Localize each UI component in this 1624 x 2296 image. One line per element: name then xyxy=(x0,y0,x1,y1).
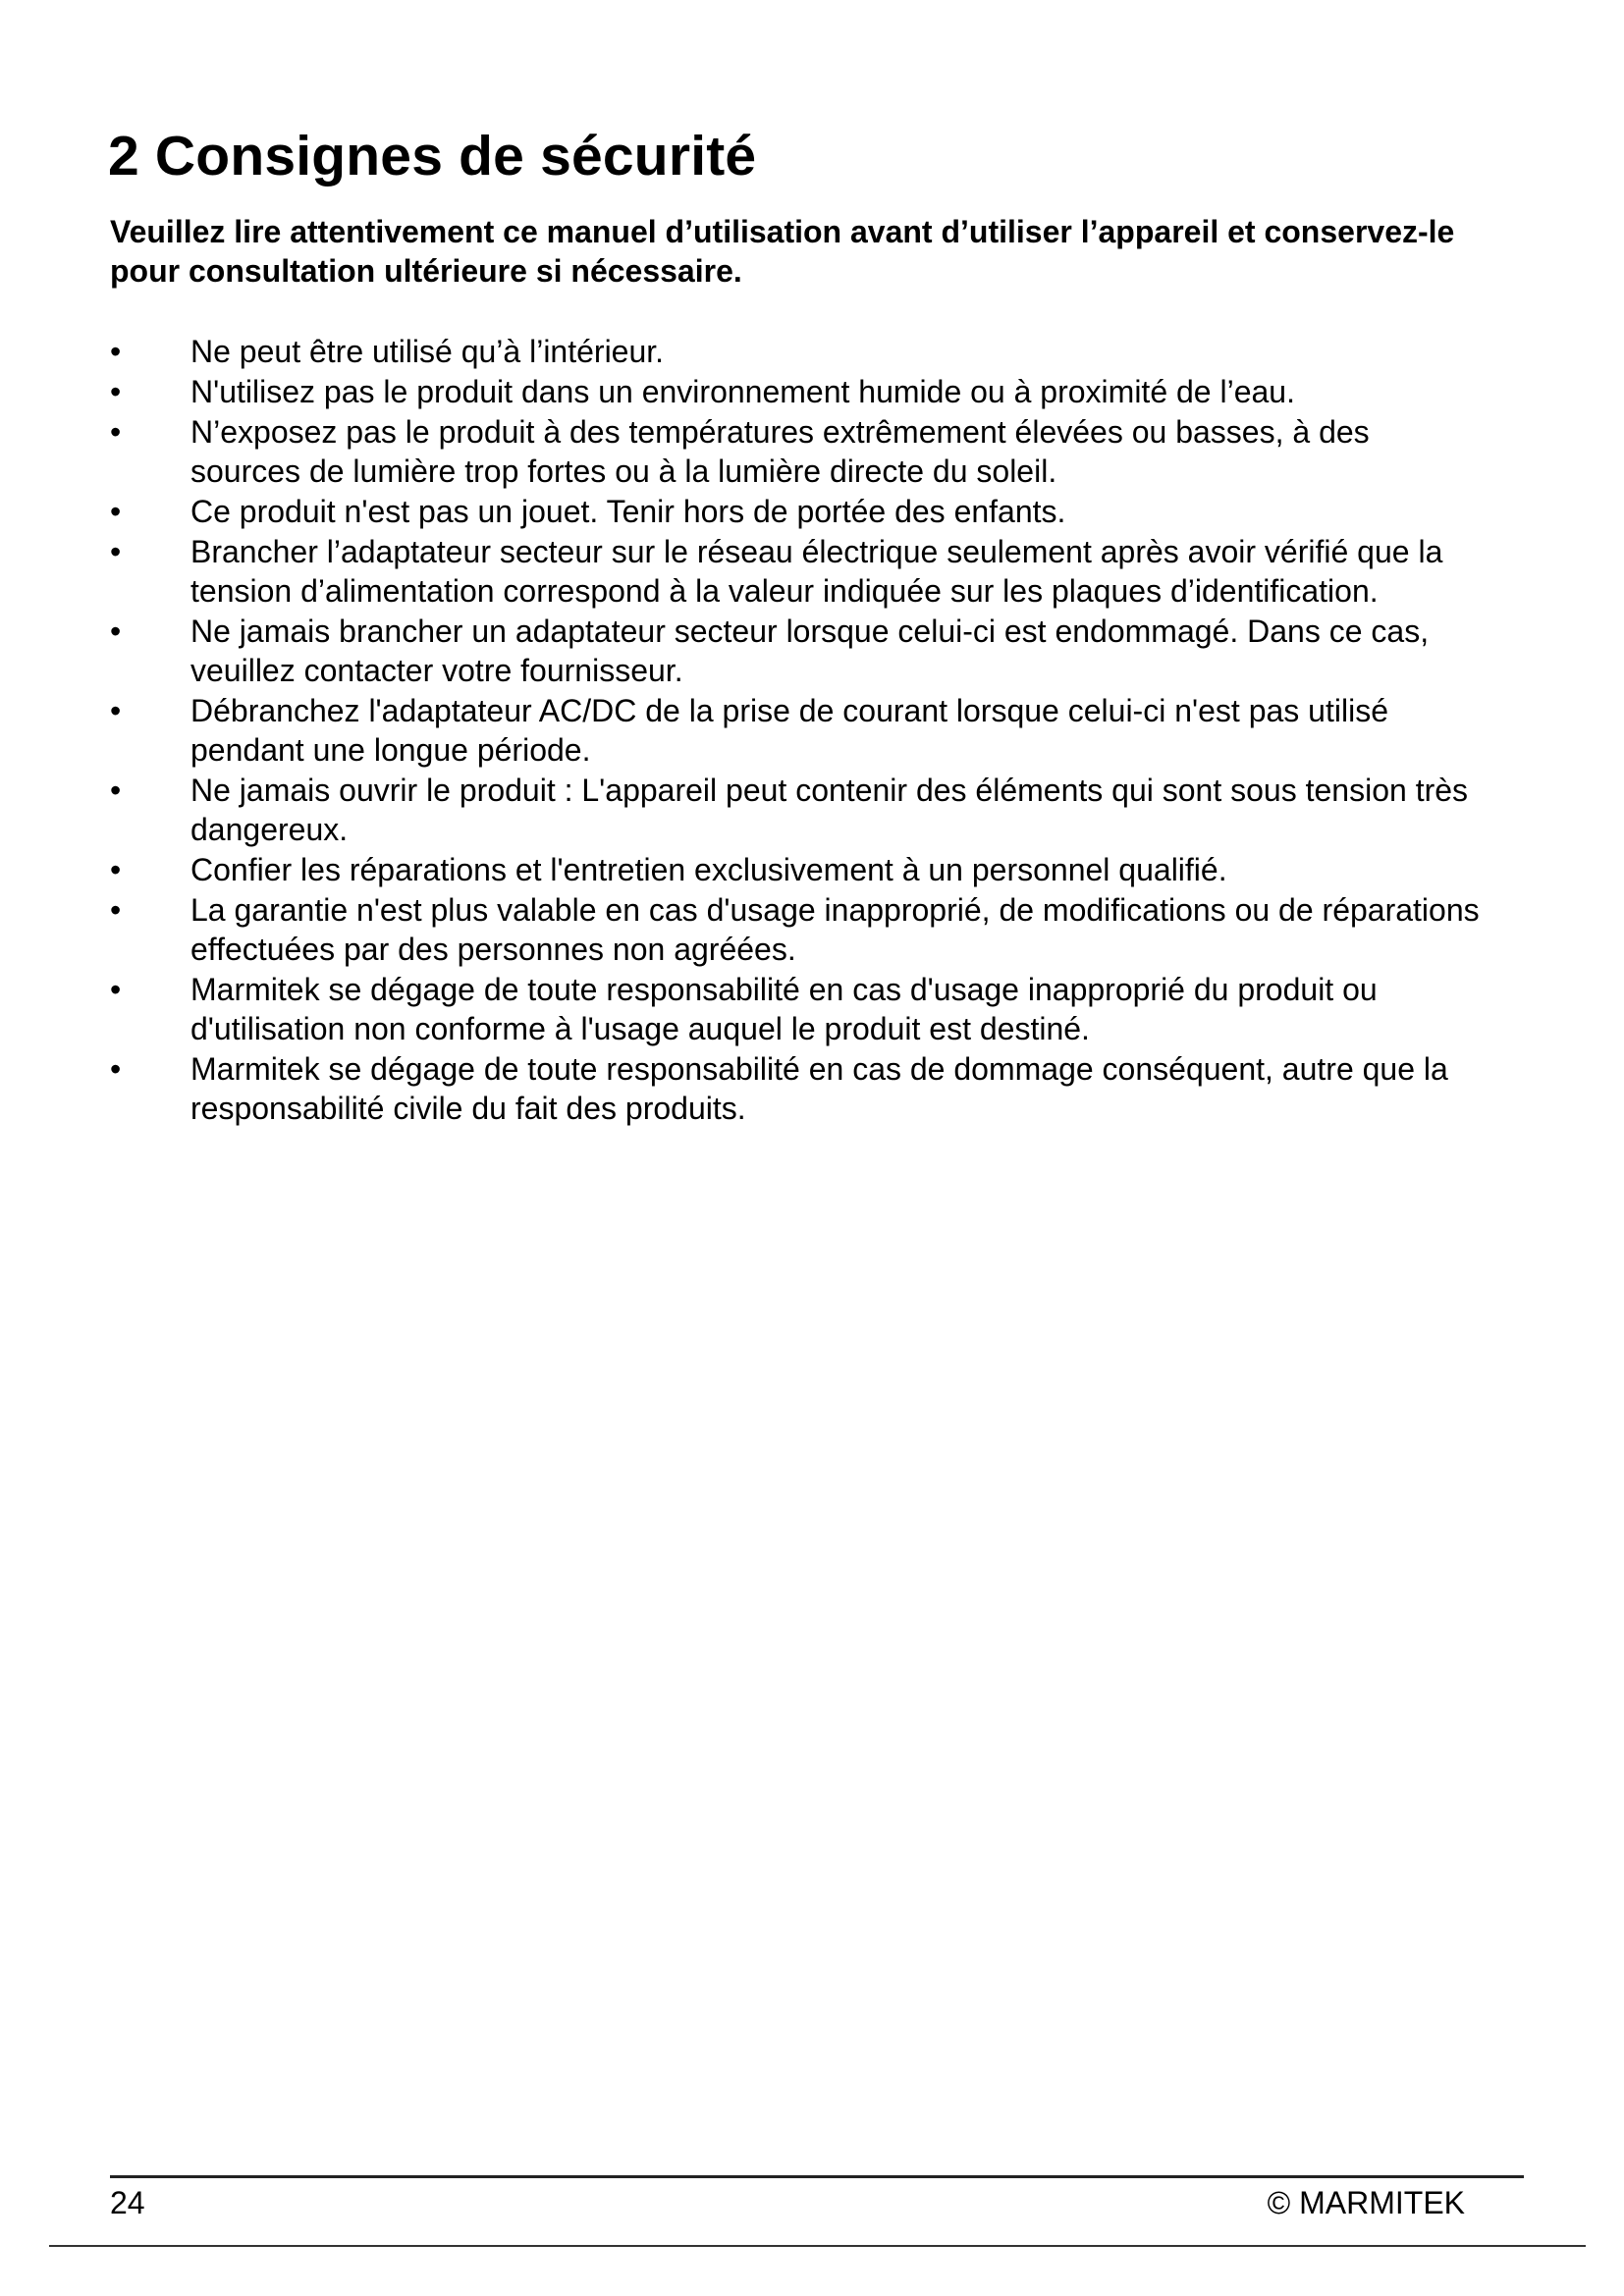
footer-page-number: 24 xyxy=(110,2185,145,2220)
bullet-icon: • xyxy=(110,614,122,649)
list-item-text: Ne jamais ouvrir le produit : L'appareil peut contenir des éléments qui sont sous tension très dangereux. xyxy=(190,773,1469,847)
bullet-icon: • xyxy=(110,534,122,569)
list-item-text: N'utilisez pas le produit dans un environnement humide ou à proximité de l’eau. xyxy=(190,374,1295,409)
list-item xyxy=(110,850,1485,889)
list-item-text: Brancher l’adaptateur secteur sur le réseau électrique seulement après avoir vérifié que la tension d’alimentation correspond à la valeur indiquée sur les plaques d’identification. xyxy=(190,534,1443,609)
bullet-icon: • xyxy=(110,334,122,369)
bullet-icon: • xyxy=(110,773,122,808)
list-item-text: La garantie n'est plus valable en cas d'usage inapproprié, de modifications ou de réparations effectuées par des personnes non agréées. xyxy=(190,892,1480,967)
list-item xyxy=(110,970,1485,1048)
list-item xyxy=(110,1049,1485,1128)
list-item xyxy=(110,890,1485,969)
list-item-text: Ne jamais brancher un adaptateur secteur lorsque celui-ci est endommagé. Dans ce cas, veuillez contacter votre fournisseur. xyxy=(190,614,1430,688)
list-item xyxy=(110,771,1485,849)
intro-text: Veuillez lire attentivement ce manuel d’utilisation avant d’utiliser l’appareil et conservez-le pour consultation ultérieure si nécessaire. xyxy=(110,214,1455,289)
list-item xyxy=(110,691,1485,770)
list-item-text: Marmitek se dégage de toute responsabilité en cas d'usage inapproprié du produit ou d'utilisation non conforme à l'usage auquel le produit est destiné. xyxy=(190,972,1378,1046)
list-item xyxy=(110,412,1485,491)
list-item xyxy=(110,492,1485,531)
bullet-icon: • xyxy=(110,1051,122,1087)
list-item-text: Confier les réparations et l'entretien exclusivement à un personnel qualifié. xyxy=(190,852,1227,887)
list-item-text: N’exposez pas le produit à des températures extrêmement élevées ou basses, à des sources de lumière trop fortes ou à la lumière directe du soleil. xyxy=(190,414,1370,489)
bullet-icon: • xyxy=(110,892,122,928)
bullet-icon: • xyxy=(110,374,122,409)
list-item-text: Ne peut être utilisé qu’à l’intérieur. xyxy=(190,334,665,369)
list-item xyxy=(110,612,1485,690)
list-item xyxy=(110,372,1485,411)
footer-brand: © MARMITEK xyxy=(1267,2185,1465,2220)
footer-divider xyxy=(110,2175,1524,2178)
safety-instructions-list xyxy=(110,332,1485,1128)
list-item xyxy=(110,532,1485,611)
bottom-divider xyxy=(49,2245,1586,2247)
bullet-icon: • xyxy=(110,494,122,529)
page-title: 2 Consignes de sécurité xyxy=(108,125,757,187)
list-item-text: Débranchez l'adaptateur AC/DC de la prise de courant lorsque celui-ci n'est pas utilisé pendant une longue période. xyxy=(190,693,1388,768)
bullet-icon: • xyxy=(110,414,122,450)
bullet-icon: • xyxy=(110,852,122,887)
bullet-icon: • xyxy=(110,693,122,728)
bullet-icon: • xyxy=(110,972,122,1007)
list-item xyxy=(110,332,1485,371)
list-item-text: Marmitek se dégage de toute responsabilité en cas de dommage conséquent, autre que la responsabilité civile du fait des produits. xyxy=(190,1051,1448,1126)
list-item-text: Ce produit n'est pas un jouet. Tenir hors de portée des enfants. xyxy=(190,494,1066,529)
